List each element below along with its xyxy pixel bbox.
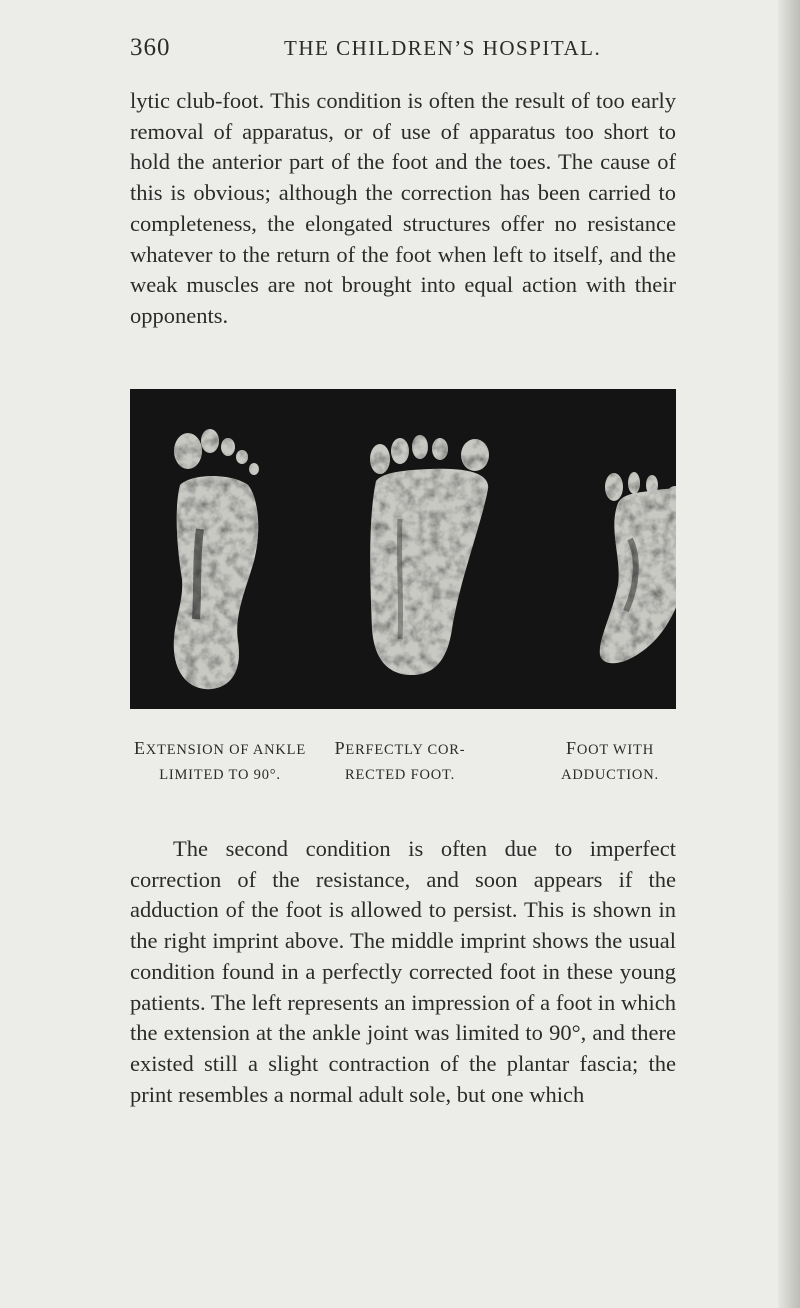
page-edge-shadow [778,0,800,1308]
page-header [130,34,676,64]
caption-left [120,736,320,788]
footprint-left [174,429,259,689]
footprint-plate [130,389,676,709]
caption-middle-line1-text: ERFECTLY COR- [345,742,466,758]
caption-middle-line1 [300,736,500,763]
caption-right-line1-text: OOT WITH [576,742,654,758]
caption-left-line1-text: XTENSION OF ANKLE [145,742,306,758]
caption-right-line2: ADDUCTION. [561,767,659,783]
footprint-left-arch-shading [196,529,200,619]
footprint-middle [370,435,489,675]
page-number: 360 [130,34,171,61]
caption-right-line1 [520,736,700,763]
caption-left-line2: LIMITED TO 90°. [159,767,281,783]
footprint-illustration [130,389,676,709]
footprint-middle-shading [399,519,400,639]
running-head: THE CHILDREN’S HOSPITAL. [284,36,602,60]
body-paragraph-2: The second condition is often due to imperfect correction of the resistance, and soon appears if the adduction of the foot is allowed to persist. This is shown in the right imprint above. The middle imprint shows the usual condition found in a perfectly corrected foot in these young patients. The left represents an impression of a foot in which the extension at the ankle joint was limited to 90°, and there existed still a slight contraction of the plantar fascia; the print resembles a normal adult sole, but one which [130,836,676,1107]
caption-left-initial: E [133,738,146,758]
caption-middle [300,736,500,788]
caption-right-initial: F [566,738,577,758]
caption-middle-line2: RECTED FOOT. [344,767,456,783]
caption-right [520,736,700,788]
caption-left-line1 [120,736,320,763]
caption-middle-initial: P [334,738,346,758]
body-paragraph-1: lytic club-foot. This condition is often the result of too early removal of apparatus, or of use of apparatus too short to hold the anterior part of the foot and the toes. The cause of this is obvious; although the correction has been carried to completeness, the elongated structures offer no resistance whatever to the return of the foot when left to itself, and the weak muscles are not brought into equal action with their opponents. [130,88,676,328]
